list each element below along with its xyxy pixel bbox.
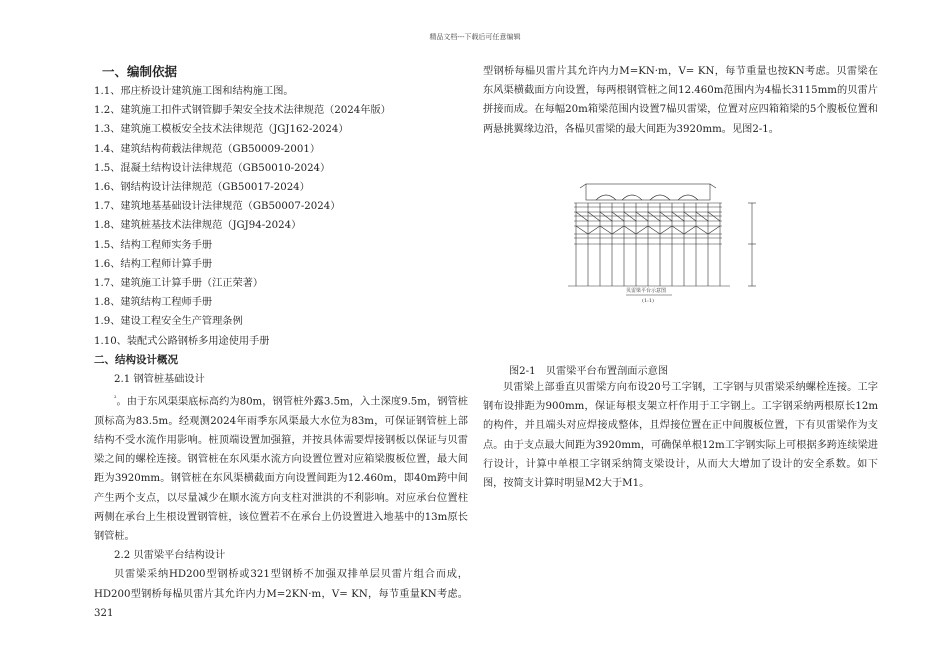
ref-item: 1.8、建筑结构工程师手册 xyxy=(94,297,213,309)
ref-item: 1.7、建筑地基基础设计法律规范（GB50007-2024） xyxy=(94,201,341,213)
ref-item: 1.10、装配式公路钢桥多用途使用手册 xyxy=(94,335,270,347)
paragraph-i-beam: 贝雷梁上部垂直贝雷梁方向布设20号工字钢，工字钢与贝雷梁采纳螺栓连接。工字钢布设排距为900mm，保证每根支架立杆作用于工字钢上。工字钢采纳两根原长12m的构件，并且端头对应焊接成整体，且焊接位置在正中间腹板位置，下有贝雷梁作为支点。由于支点最大间距为3920mm，可确保单根12m工字钢实际上可根据多跨连续梁进行设计，计算中单根工字钢采纳简支梁设计，从而大大增加了设计的安全系数。如下图，按简支计算时明显M2大于M1。 xyxy=(483,382,878,490)
ref-item: 1.5、结构工程师实务手册 xyxy=(94,239,213,251)
ref-item: 1.1、邢庄桥设计建筑施工图和结构施工图。 xyxy=(94,86,294,97)
ref-item: 1.2、建筑施工扣件式钢管脚手架安全技术法律规范（2024年版） xyxy=(94,105,391,117)
paragraph-2-1 xyxy=(94,389,468,546)
ref-item: 1.3、建筑施工模板安全技术法律规范（JGJ162-2024） xyxy=(94,124,349,136)
bailey-beam-drawing xyxy=(566,176,762,322)
paragraph-2-2: 贝雷梁采纳HD200型钢桥或321型钢桥不加强双排单层贝雷片组合而成，HD200型钢桥每榀贝雷片其允许内力M=2KN·m，V= KN，每节重量KN考虑。321 xyxy=(94,569,468,619)
ref-item: 1.6、钢结构设计法律规范（GB50017-2024） xyxy=(94,182,310,194)
figure-caption: 图2-1 贝雷梁平台布置剖面示意图 xyxy=(509,366,669,377)
ref-item: 1.7、建筑施工计算手册（江正荣著） xyxy=(94,278,264,290)
subsection-2-1: 2.1 钢管桩基础设计 xyxy=(114,374,205,386)
bailey-beam-figure xyxy=(566,176,762,322)
section-heading-overview: 二、结构设计概况 xyxy=(94,353,178,366)
page-header: 精品文档---下载后可任意编辑 xyxy=(429,33,521,41)
right-column-top xyxy=(483,62,878,139)
ref-item: 1.5、混凝土结构设计法律规范（GB50010-2024） xyxy=(94,162,331,174)
figure-label: 贝雷梁平台示意图 xyxy=(626,288,667,294)
ref-item: 1.8、建筑桩基技术法律规范（JGJ94-2024） xyxy=(94,220,302,232)
ref-item: 1.4、建筑结构荷载法律规范（GB50009-2001） xyxy=(94,143,321,155)
paragraph-2-1-text: 。由于东风渠渠底标高约为80m，钢管桩外露3.5m，入土深度9.5m，钢管桩顶标高为83.5m。经观测2024年雨季东风渠最大水位为83m，可保证钢管桩上部结构不受水流作用影响。桩顶端设置加强箍，并按具体需要焊接钢板以保证与贝雷梁之间的螺栓连接。钢管桩在东风渠水流方向设置位置对应箱梁腹板位置，最大间距为3920mm。钢管桩在东风渠横截面方向设置间距为12.460m，即40m跨中间产生两个支点，以尽量减少在顺水流方向支柱对泄洪的不利影响。对应承台位置柱两侧在承台上生根设置钢管桩，该位置若不在承台上仍设置进入地基中的13m原长钢管桩。 xyxy=(94,396,468,543)
left-column xyxy=(94,62,468,623)
section-heading-basis: 一、编制依据 xyxy=(102,64,178,79)
superscript: ² xyxy=(114,395,117,403)
right-column-bottom xyxy=(483,378,878,493)
paragraph-2-2-cont: 型钢桥每榀贝雷片其允许内力M=KN·m，V= KN，每节重量也按KN考虑。贝雷梁在东风渠横截面方向设置，每两根钢管桩之间12.460m范围内为4榀长3115mm的贝雷片拼接而成。在每幅20m箱梁范围内设置7榀贝雷梁，位置对应四箱箱梁的5个腹板位置和两悬挑翼缘边沿，各榀贝雷梁的最大间距为3920mm。见图2-1。 xyxy=(483,66,878,135)
ref-item: 1.9、建设工程安全生产管理条例 xyxy=(94,316,243,328)
ref-item: 1.6、结构工程师计算手册 xyxy=(94,258,213,270)
subsection-2-2: 2.2 贝雷梁平台结构设计 xyxy=(114,550,226,562)
figure-scale: (1:1) xyxy=(642,298,654,304)
